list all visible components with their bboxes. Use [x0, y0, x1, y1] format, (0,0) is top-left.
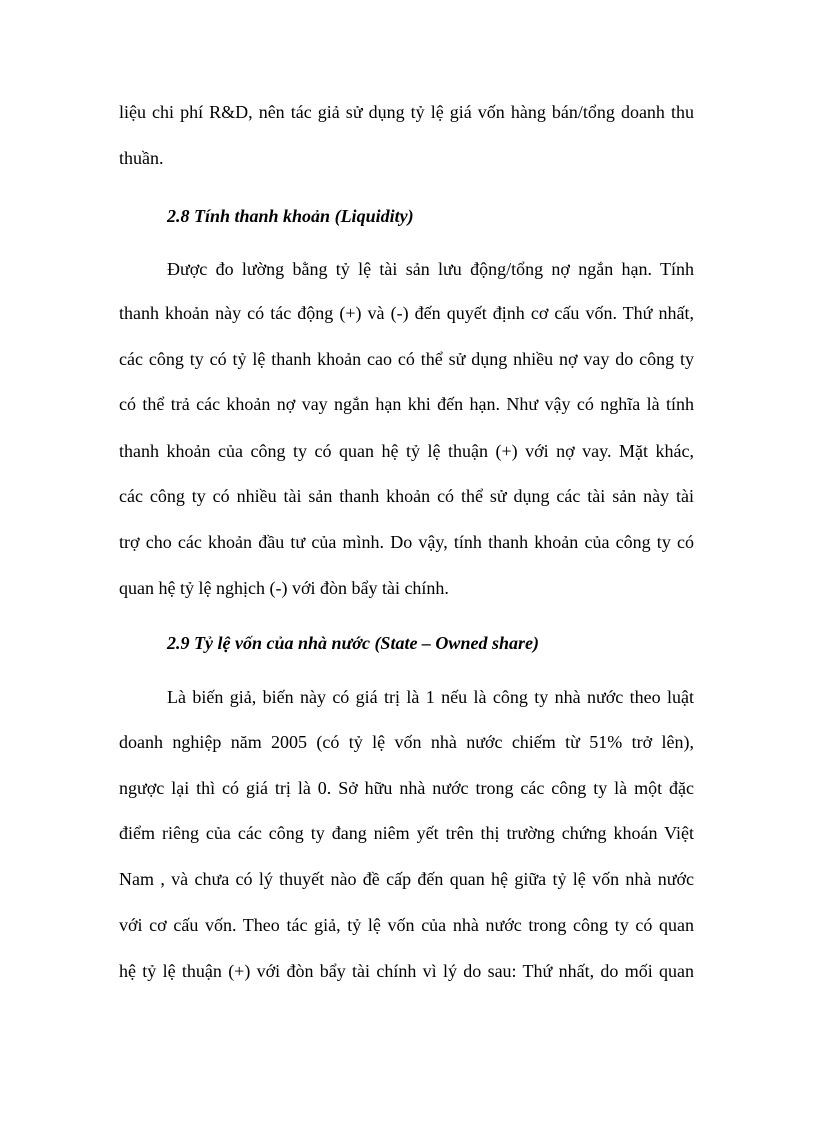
body-text-line: các công ty có tỷ lệ thanh khoản cao có thể sử dụng nhiều nợ vay do công ty [119, 349, 694, 369]
body-text-line: thanh khoản của công ty có quan hệ tỷ lệ thuận (+) với nợ vay. Mặt khác, [119, 441, 694, 461]
body-text-line: hệ tỷ lệ thuận (+) với đòn bẩy tài chính vì lý do sau: Thứ nhất, do mối quan [119, 961, 694, 981]
body-text-line: Là biến giả, biến này có giá trị là 1 nếu là công ty nhà nước theo luật [167, 687, 694, 707]
body-text-line: có thể trả các khoản nợ vay ngắn hạn khi đến hạn. Như vậy có nghĩa là tính [119, 394, 694, 414]
body-text-line: Được đo lường bằng tỷ lệ tài sản lưu động/tổng nợ ngắn hạn. Tính [167, 259, 694, 279]
body-text-line: thanh khoản này có tác động (+) và (-) đến quyết định cơ cấu vốn. Thứ nhất, [119, 303, 694, 323]
body-text-line: điểm riêng của các công ty đang niêm yết trên thị trường chứng khoán Việt [119, 823, 694, 843]
body-text-line: thuần. [119, 148, 164, 168]
body-text-line: quan hệ tỷ lệ nghịch (-) với đòn bẩy tài chính. [119, 578, 449, 598]
body-text-line: doanh nghiệp năm 2005 (có tỷ lệ vốn nhà nước chiếm từ 51% trở lên), [119, 732, 694, 752]
body-text-line: Nam , và chưa có lý thuyết nào đề cấp đến quan hệ giữa tỷ lệ vốn nhà nước [119, 869, 694, 889]
body-text-line: liệu chi phí R&D, nên tác giả sử dụng tỷ lệ giá vốn hàng bán/tổng doanh thu [119, 102, 694, 122]
body-text-line: các công ty có nhiều tài sản thanh khoản có thể sử dụng các tài sản này tài [119, 486, 694, 506]
body-text-line: ngược lại thì có giá trị là 0. Sở hữu nhà nước trong các công ty là một đặc [119, 778, 694, 798]
body-text-line: với cơ cấu vốn. Theo tác giả, tỷ lệ vốn của nhà nước trong công ty có quan [119, 915, 694, 935]
section-heading-2-9: 2.9 Tỷ lệ vốn của nhà nước (State – Owned share) [167, 633, 539, 653]
section-heading-2-8: 2.8 Tính thanh khoản (Liquidity) [167, 206, 414, 226]
body-text-line: trợ cho các khoản đầu tư của mình. Do vậy, tính thanh khoản của công ty có [119, 532, 694, 552]
